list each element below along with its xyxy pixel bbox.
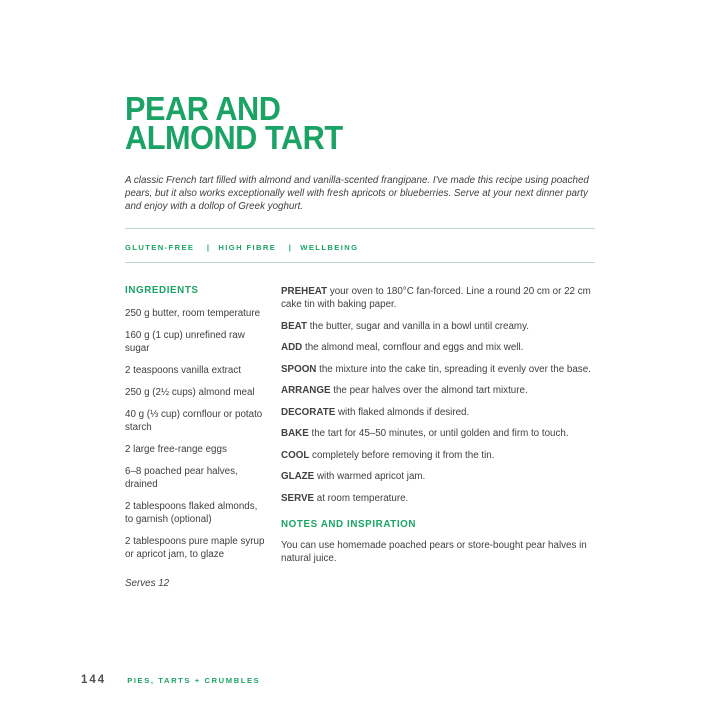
method-step [281, 384, 595, 397]
serves-note: Serves 12 [125, 578, 170, 589]
section-title: PIES, TARTS + CRUMBLES [127, 676, 261, 685]
method-step-text: the almond meal, cornflour and eggs and mix well. [304, 342, 524, 353]
method-step [281, 449, 595, 462]
dietary-tag [281, 243, 359, 252]
notes-text: You can use homemade poached pears or store-bought pear halves in natural juice. [281, 540, 587, 565]
method-step-keyword: PREHEAT [281, 286, 328, 297]
recipe-title-line-2: ALMOND TART [125, 119, 343, 156]
method-step-keyword: SPOON [281, 363, 317, 375]
method-step-text: the mixture into the cake tin, spreading it evenly over the base. [319, 363, 591, 375]
method-step-text: your oven to 180°C fan-forced. Line a round 20 cm or 22 cm cake tin with baking paper. [281, 286, 591, 310]
method-step-keyword: SERVE [281, 492, 315, 504]
ingredient-item: 2 tablespoons pure maple syrup or apricot jam, to glaze [125, 536, 265, 560]
method-step-text: with warmed apricot jam. [316, 471, 426, 482]
method-step-keyword: DECORATE [281, 406, 336, 418]
ingredient-item: 2 tablespoons flaked almonds, to garnish (optional) [125, 501, 258, 525]
method-step [281, 320, 595, 333]
method-step-keyword: COOL [281, 449, 310, 461]
ingredients-heading: INGREDIENTS [125, 285, 199, 296]
recipe-intro: A classic French tart filled with almond and vanilla-scented frangipane. I've made this recipe using poached pears, but it also works exceptionally well with fresh apricots or blueberries. Serve at your next dinner party and enjoy with a dollop of Greek yoghurt. [125, 175, 589, 212]
method-step-keyword: BEAT [281, 320, 307, 332]
method-step-text: the tart for 45–50 minutes, or until golden and firm to touch. [311, 428, 569, 439]
method-step [281, 492, 595, 505]
method-step-text: completely before removing it from the tin. [312, 449, 495, 461]
dietary-tag-label: HIGH FIBRE [218, 243, 277, 252]
method-step-keyword: ARRANGE [281, 385, 331, 396]
ingredient-item: 40 g (⅓ cup) cornflour or potato starch [125, 409, 263, 433]
method-step-text: with flaked almonds if desired. [337, 406, 470, 418]
method-step-keyword: BAKE [281, 428, 309, 439]
method-step [281, 285, 595, 311]
ingredient-item: 250 g (2½ cups) almond meal [125, 387, 255, 398]
method-step-text: the pear halves over the almond tart mixture. [333, 385, 528, 396]
ingredient-item: 6–8 poached pear halves, drained [125, 466, 238, 490]
dietary-tag [125, 243, 194, 252]
method-step-keyword: GLAZE [281, 471, 315, 482]
ingredients-list [125, 307, 267, 561]
method-step-keyword: ADD [281, 342, 303, 353]
dietary-tags-bar [125, 228, 595, 263]
notes-heading: NOTES AND INSPIRATION [281, 518, 417, 530]
dietary-tag-label: WELLBEING [300, 243, 359, 252]
method-step [281, 470, 595, 483]
recipe-title-line-1: PEAR AND [125, 90, 281, 127]
recipe-title [125, 90, 595, 156]
dietary-tag [199, 243, 276, 252]
ingredients-column [125, 285, 267, 599]
method-step [281, 427, 595, 440]
method-step [281, 341, 595, 354]
tag-separator: | [288, 243, 293, 252]
page-footer [81, 674, 260, 686]
method-column [281, 285, 595, 599]
ingredient-item: 2 teaspoons vanilla extract [125, 365, 241, 376]
page-number: 144 [81, 674, 107, 686]
method-steps [281, 285, 595, 505]
recipe-content [125, 90, 595, 599]
ingredient-item: 2 large free-range eggs [125, 444, 227, 455]
method-step [281, 406, 595, 419]
tag-separator: | [206, 243, 211, 252]
dietary-tag-label: GLUTEN-FREE [125, 243, 195, 252]
method-step-text: at room temperature. [316, 492, 409, 504]
method-step [281, 363, 595, 376]
ingredient-item: 250 g butter, room temperature [125, 308, 261, 319]
ingredient-item: 160 g (1 cup) unrefined raw sugar [125, 330, 245, 354]
method-step-text: the butter, sugar and vanilla in a bowl until creamy. [309, 320, 529, 332]
recipe-columns [125, 285, 595, 599]
